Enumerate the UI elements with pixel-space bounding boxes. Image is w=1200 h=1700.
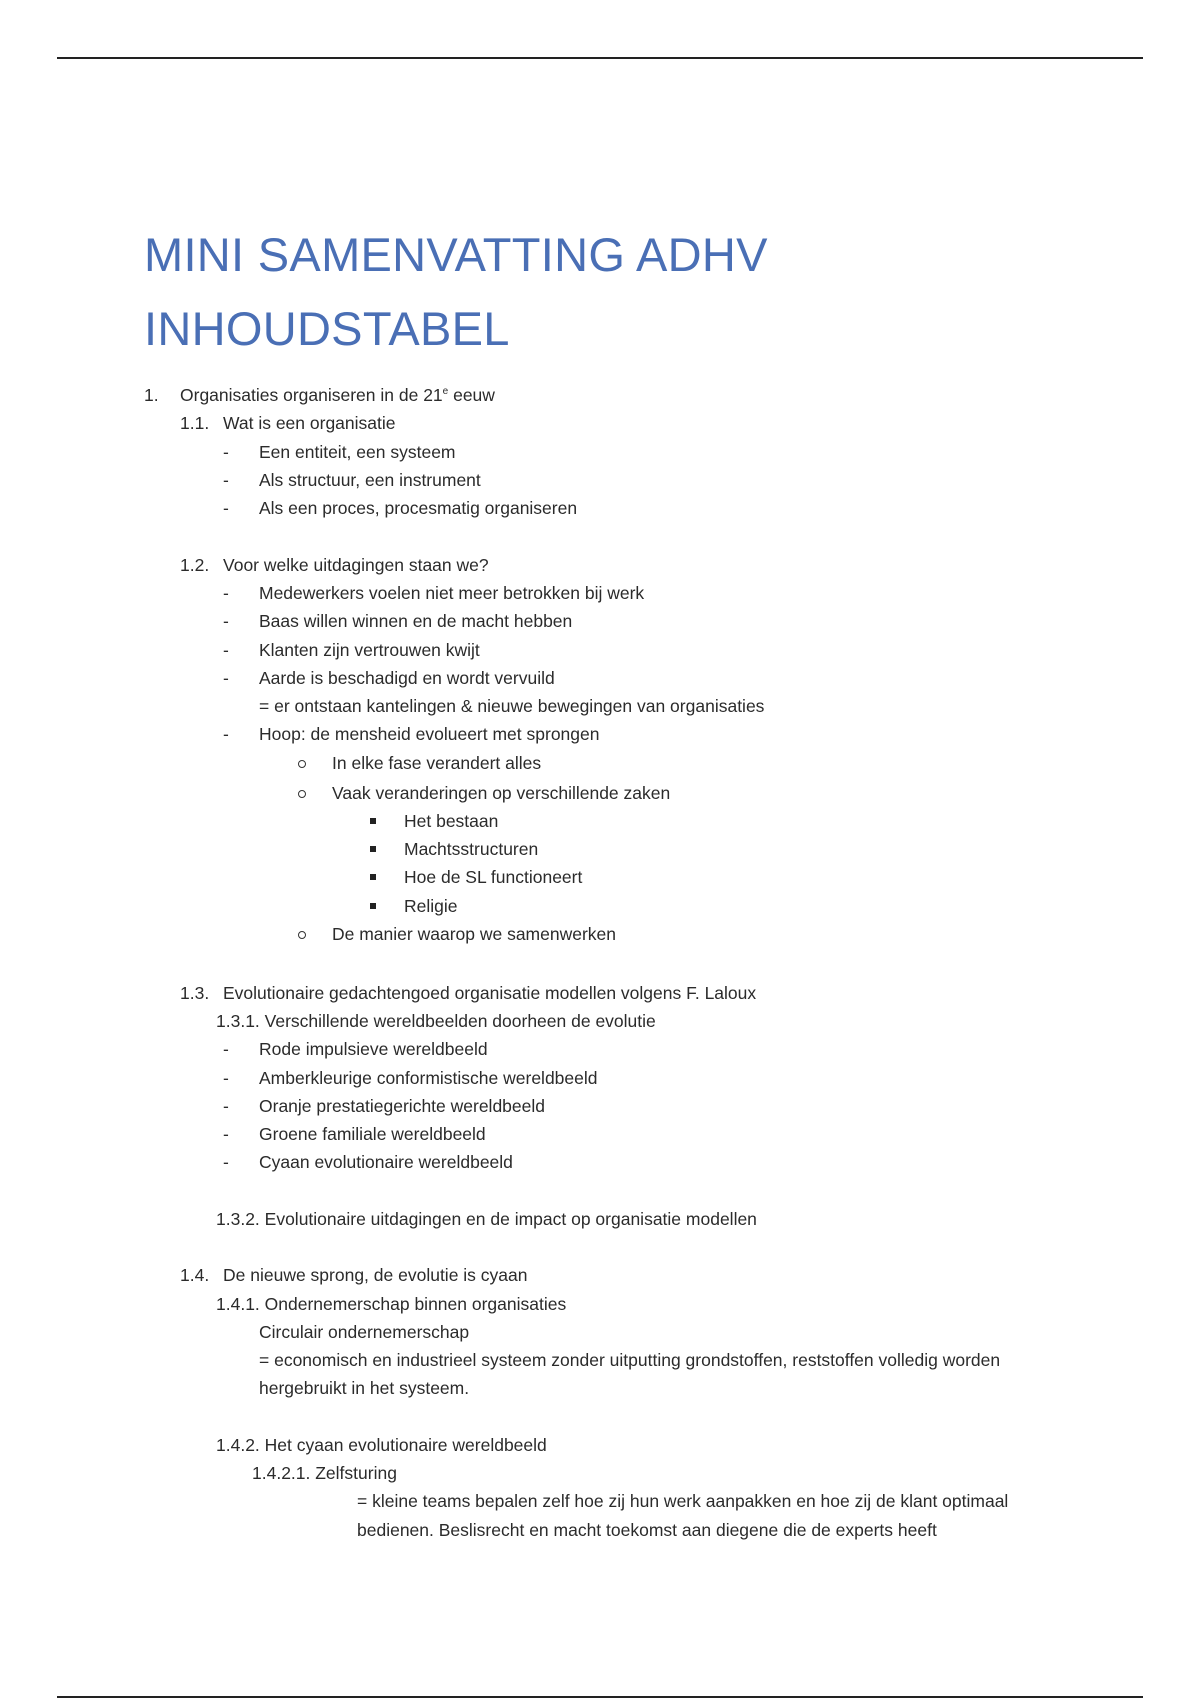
list-item: Baas willen winnen en de macht hebben [259, 611, 573, 631]
note-text: = er ontstaan kantelingen & nieuwe bewegingen van organisaties [259, 696, 765, 716]
section-1-2-heading: Voor welke uitdagingen staan we? [223, 555, 489, 575]
sub-list-item: Vaak veranderingen op verschillende zaken [332, 783, 671, 803]
title-line-1: MINI SAMENVATTING ADHV [144, 228, 768, 281]
dash-marker: - [223, 470, 229, 490]
dash-marker: - [223, 668, 229, 688]
list-item: Medewerkers voelen niet meer betrokken bij werk [259, 583, 645, 603]
square-bullet-icon [370, 818, 376, 824]
section-1-4-2-1-heading: 1.4.2.1. Zelfsturing [252, 1463, 397, 1483]
paragraph-text: Circulair ondernemerschap [259, 1322, 470, 1342]
list-item: Groene familiale wereldbeeld [259, 1124, 486, 1144]
circle-bullet-icon [298, 931, 306, 939]
dash-marker: - [223, 1039, 229, 1059]
section-number: 1. [144, 385, 159, 405]
dash-marker: - [223, 1124, 229, 1144]
section-1-heading: Organisaties organiseren in de 21e eeuw [180, 385, 495, 405]
dash-marker: - [223, 640, 229, 660]
square-bullet-icon [370, 903, 376, 909]
title-line-2: INHOUDSTABEL [144, 302, 510, 355]
sub-sub-list-item: Religie [404, 896, 458, 916]
sub-sub-list-item: Machtsstructuren [404, 839, 539, 859]
sub-sub-list-item: Hoe de SL functioneert [404, 867, 583, 887]
list-item: Een entiteit, een systeem [259, 442, 456, 462]
footer-rule [57, 1696, 1143, 1698]
section-1-4-1-heading: 1.4.1. Ondernemerschap binnen organisaties [216, 1294, 567, 1314]
dash-marker: - [223, 724, 229, 744]
dash-marker: - [223, 1068, 229, 1088]
dash-marker: - [223, 1152, 229, 1172]
list-item: Als structuur, een instrument [259, 470, 481, 490]
circle-bullet-icon [298, 760, 306, 768]
dash-marker: - [223, 442, 229, 462]
section-1-1-heading: Wat is een organisatie [223, 413, 396, 433]
list-item: Als een proces, procesmatig organiseren [259, 498, 578, 518]
definition-text: = kleine teams bepalen zelf hoe zij hun werk aanpakken en hoe zij de klant optimaal [357, 1491, 1009, 1511]
circle-bullet-icon [298, 790, 306, 798]
header-rule [57, 57, 1143, 59]
list-item: Amberkleurige conformistische wereldbeeld [259, 1068, 598, 1088]
sub-list-item: De manier waarop we samenwerken [332, 924, 617, 944]
definition-text: = economisch en industrieel systeem zonder uitputting grondstoffen, reststoffen volledig worden [259, 1350, 1001, 1370]
section-number: 1.3. [180, 983, 210, 1003]
list-item: Klanten zijn vertrouwen kwijt [259, 640, 480, 660]
sub-sub-list-item: Het bestaan [404, 811, 499, 831]
list-item: Rode impulsieve wereldbeeld [259, 1039, 488, 1059]
square-bullet-icon [370, 874, 376, 880]
list-item: Oranje prestatiegerichte wereldbeeld [259, 1096, 545, 1116]
list-item: Cyaan evolutionaire wereldbeeld [259, 1152, 513, 1172]
section-1-4-heading: De nieuwe sprong, de evolutie is cyaan [223, 1265, 528, 1285]
dash-marker: - [223, 583, 229, 603]
square-bullet-icon [370, 846, 376, 852]
section-number: 1.2. [180, 555, 210, 575]
section-1-4-2-heading: 1.4.2. Het cyaan evolutionaire wereldbeeld [216, 1435, 547, 1455]
section-1-3-heading: Evolutionaire gedachtengoed organisatie modellen volgens F. Laloux [223, 983, 757, 1003]
list-item: Hoop: de mensheid evolueert met sprongen [259, 724, 600, 744]
dash-marker: - [223, 498, 229, 518]
sub-list-item: In elke fase verandert alles [332, 753, 542, 773]
document-title [144, 218, 1104, 366]
section-number: 1.1. [180, 413, 210, 433]
section-1-3-2-heading: 1.3.2. Evolutionaire uitdagingen en de impact op organisatie modellen [216, 1209, 757, 1229]
section-number: 1.4. [180, 1265, 210, 1285]
dash-marker: - [223, 1096, 229, 1116]
definition-text: hergebruikt in het systeem. [259, 1378, 470, 1398]
list-item: Aarde is beschadigd en wordt vervuild [259, 668, 555, 688]
dash-marker: - [223, 611, 229, 631]
definition-text: bedienen. Beslisrecht en macht toekomst aan diegene die de experts heeft [357, 1520, 937, 1540]
section-1-3-1-heading: 1.3.1. Verschillende wereldbeelden doorheen de evolutie [216, 1011, 656, 1031]
